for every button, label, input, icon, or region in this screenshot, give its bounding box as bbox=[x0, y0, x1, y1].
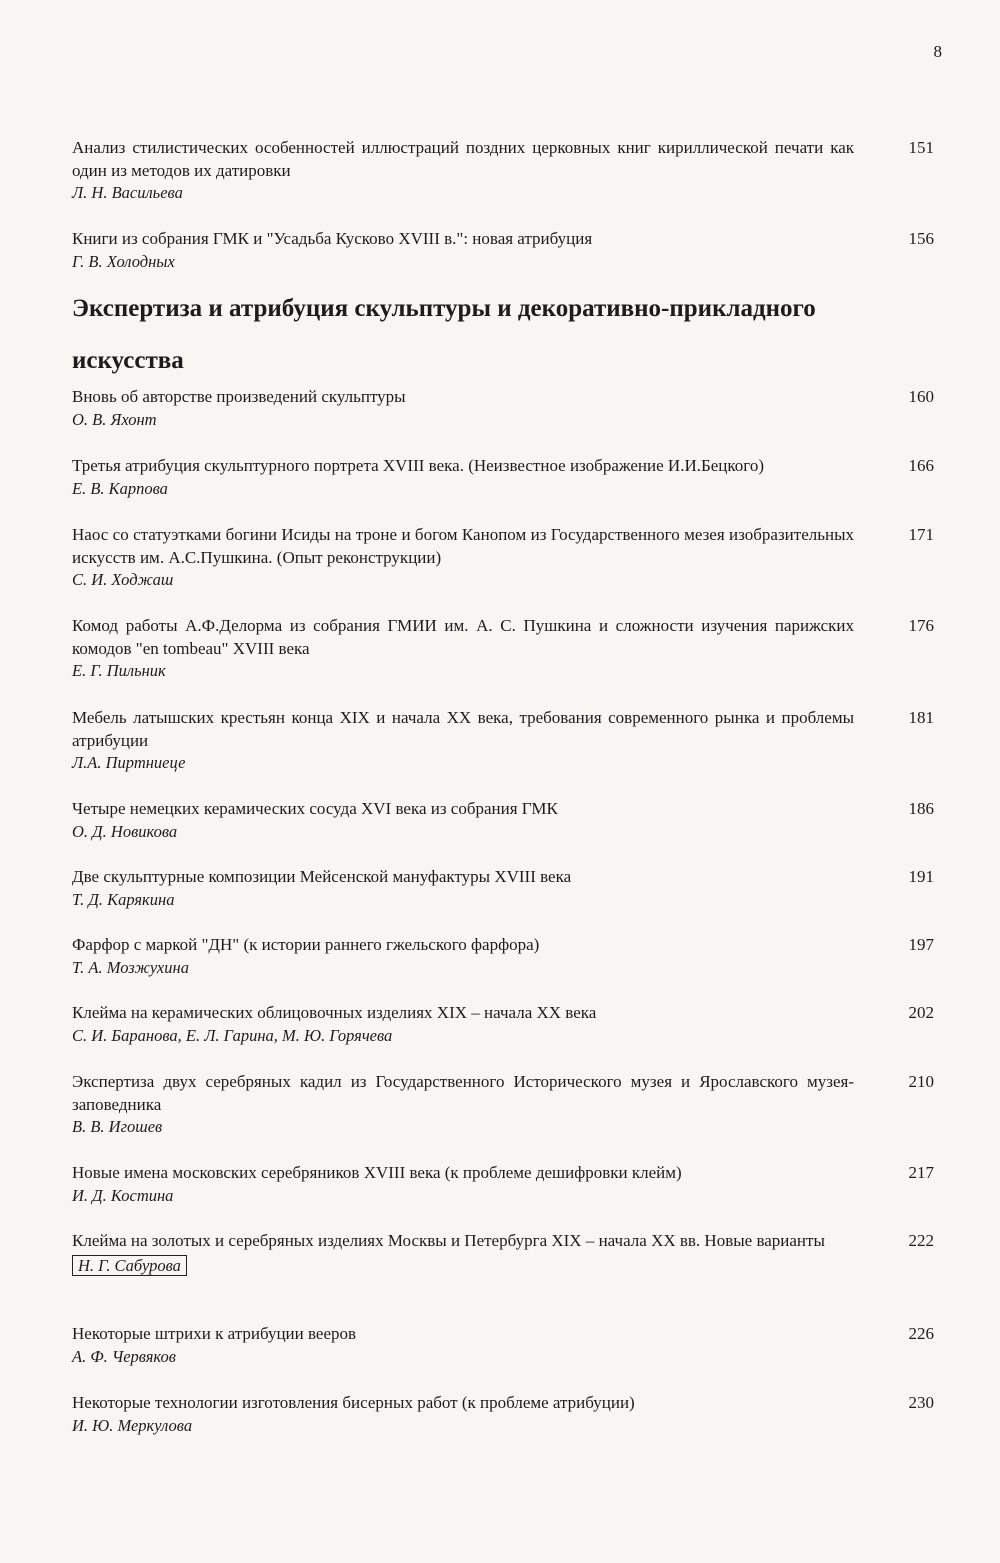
entry-title: Наос со статуэтками богини Исиды на троне и богом Канопом из Государственного мезея изобразительных искусств им. А.С.Пушкина. (Опыт реконструкции) bbox=[72, 525, 854, 567]
entry-author: Т. А. Мозжухина bbox=[72, 957, 189, 977]
entry-title: Третья атрибуция скульптурного портрета XVIII века. (Неизвестное изображение И.И.Бецкого) bbox=[72, 456, 764, 475]
toc-entry bbox=[72, 866, 934, 911]
entry-page-number: 197 bbox=[908, 935, 934, 954]
toc-entry bbox=[72, 798, 934, 843]
entry-author: И. Д. Костина bbox=[72, 1185, 174, 1205]
entry-author: А. Ф. Червяков bbox=[72, 1346, 176, 1366]
entry-page-number: 226 bbox=[908, 1324, 934, 1343]
toc-entry bbox=[72, 615, 934, 683]
entry-author: О. В. Яхонт bbox=[72, 409, 157, 429]
toc-entry bbox=[72, 228, 934, 273]
toc-entry bbox=[72, 707, 934, 775]
entry-author: Г. В. Холодных bbox=[72, 251, 175, 271]
toc-entry bbox=[72, 934, 934, 979]
entry-title: Мебель латышских крестьян конца XIX и начала XX века, требования современного рынка и проблемы атрибуции bbox=[72, 708, 854, 750]
entry-title: Книги из собрания ГМК и "Усадьба Кусково XVIII в.": новая атрибуция bbox=[72, 229, 593, 248]
entry-page-number: 171 bbox=[908, 525, 934, 544]
section-heading: Экспертиза и атрибуция скульптуры и декоративно-прикладного искусства bbox=[72, 295, 816, 374]
toc-entry bbox=[72, 1002, 934, 1047]
entry-author: С. И. Баранова, Е. Л. Гарина, М. Ю. Горячева bbox=[72, 1025, 393, 1045]
entry-page-number: 151 bbox=[908, 138, 934, 157]
entry-page-number: 230 bbox=[908, 1393, 934, 1412]
entry-title: Комод работы А.Ф.Делорма из собрания ГМИИ им. А. С. Пушкина и сложности изучения парижских комодов "en tombeau" XVIII века bbox=[72, 616, 854, 658]
entry-author: В. В. Игошев bbox=[72, 1117, 163, 1136]
entry-title: Анализ стилистических особенностей иллюстраций поздних церковных книг кириллической печати как один из методов их датировки bbox=[72, 138, 854, 180]
toc-entry bbox=[72, 524, 934, 592]
page-number: 8 bbox=[933, 42, 942, 61]
toc-entry bbox=[72, 386, 934, 431]
entry-author-boxed: Н. Г. Сабурова bbox=[72, 1255, 187, 1276]
entry-author: Е. Г. Пильник bbox=[72, 661, 166, 680]
toc-entry bbox=[72, 455, 934, 500]
toc-entry bbox=[72, 1392, 934, 1437]
toc-entry bbox=[72, 1162, 934, 1207]
entry-author: Е. В. Карпова bbox=[72, 478, 168, 498]
entry-author: Т. Д. Карякина bbox=[72, 889, 175, 909]
entry-title: Некоторые штрихи к атрибуции вееров bbox=[72, 1324, 357, 1343]
entry-author: С. И. Ходжаш bbox=[72, 570, 174, 589]
entry-title: Некоторые технологии изготовления бисерных работ (к проблеме атрибуции) bbox=[72, 1393, 635, 1412]
entry-title: Клейма на золотых и серебряных изделиях Москвы и Петербурга XIX – начала XX вв. Новые варианты bbox=[72, 1231, 825, 1250]
entry-title: Вновь об авторстве произведений скульптуры bbox=[72, 387, 406, 406]
toc-entry bbox=[72, 1230, 934, 1276]
entry-title: Четыре немецких керамических сосуда XVI века из собрания ГМК bbox=[72, 799, 558, 818]
entry-page-number: 222 bbox=[908, 1231, 934, 1250]
entry-title: Экспертиза двух серебряных кадил из Государственного Исторического музея и Ярославского музея-заповедника bbox=[72, 1072, 854, 1114]
entry-page-number: 210 bbox=[908, 1072, 934, 1091]
entry-author: Л. Н. Васильева bbox=[72, 183, 183, 202]
entry-author: Л.А. Пиртниеце bbox=[72, 753, 186, 772]
toc-entry bbox=[72, 1071, 934, 1139]
toc-entry bbox=[72, 137, 934, 205]
entry-title: Клейма на керамических облицовочных изделиях XIX – начала XX века bbox=[72, 1003, 597, 1022]
entry-page-number: 202 bbox=[908, 1003, 934, 1022]
toc-entry bbox=[72, 1323, 934, 1368]
entry-title: Две скульптурные композиции Мейсенской мануфактуры XVIII века bbox=[72, 867, 572, 886]
entry-page-number: 186 bbox=[908, 799, 934, 818]
entry-page-number: 191 bbox=[908, 867, 934, 886]
entry-page-number: 217 bbox=[908, 1163, 934, 1182]
entry-page-number: 176 bbox=[908, 616, 934, 635]
entry-author: И. Ю. Меркулова bbox=[72, 1415, 193, 1435]
entry-title: Новые имена московских серебряников XVIII века (к проблеме дешифровки клейм) bbox=[72, 1163, 682, 1182]
entry-page-number: 166 bbox=[908, 456, 934, 475]
entry-title: Фарфор с маркой "ДН" (к истории раннего гжельского фарфора) bbox=[72, 935, 540, 954]
entry-page-number: 181 bbox=[908, 708, 934, 727]
entry-author: О. Д. Новикова bbox=[72, 821, 178, 841]
entry-page-number: 160 bbox=[908, 387, 934, 406]
entry-page-number: 156 bbox=[908, 229, 934, 248]
